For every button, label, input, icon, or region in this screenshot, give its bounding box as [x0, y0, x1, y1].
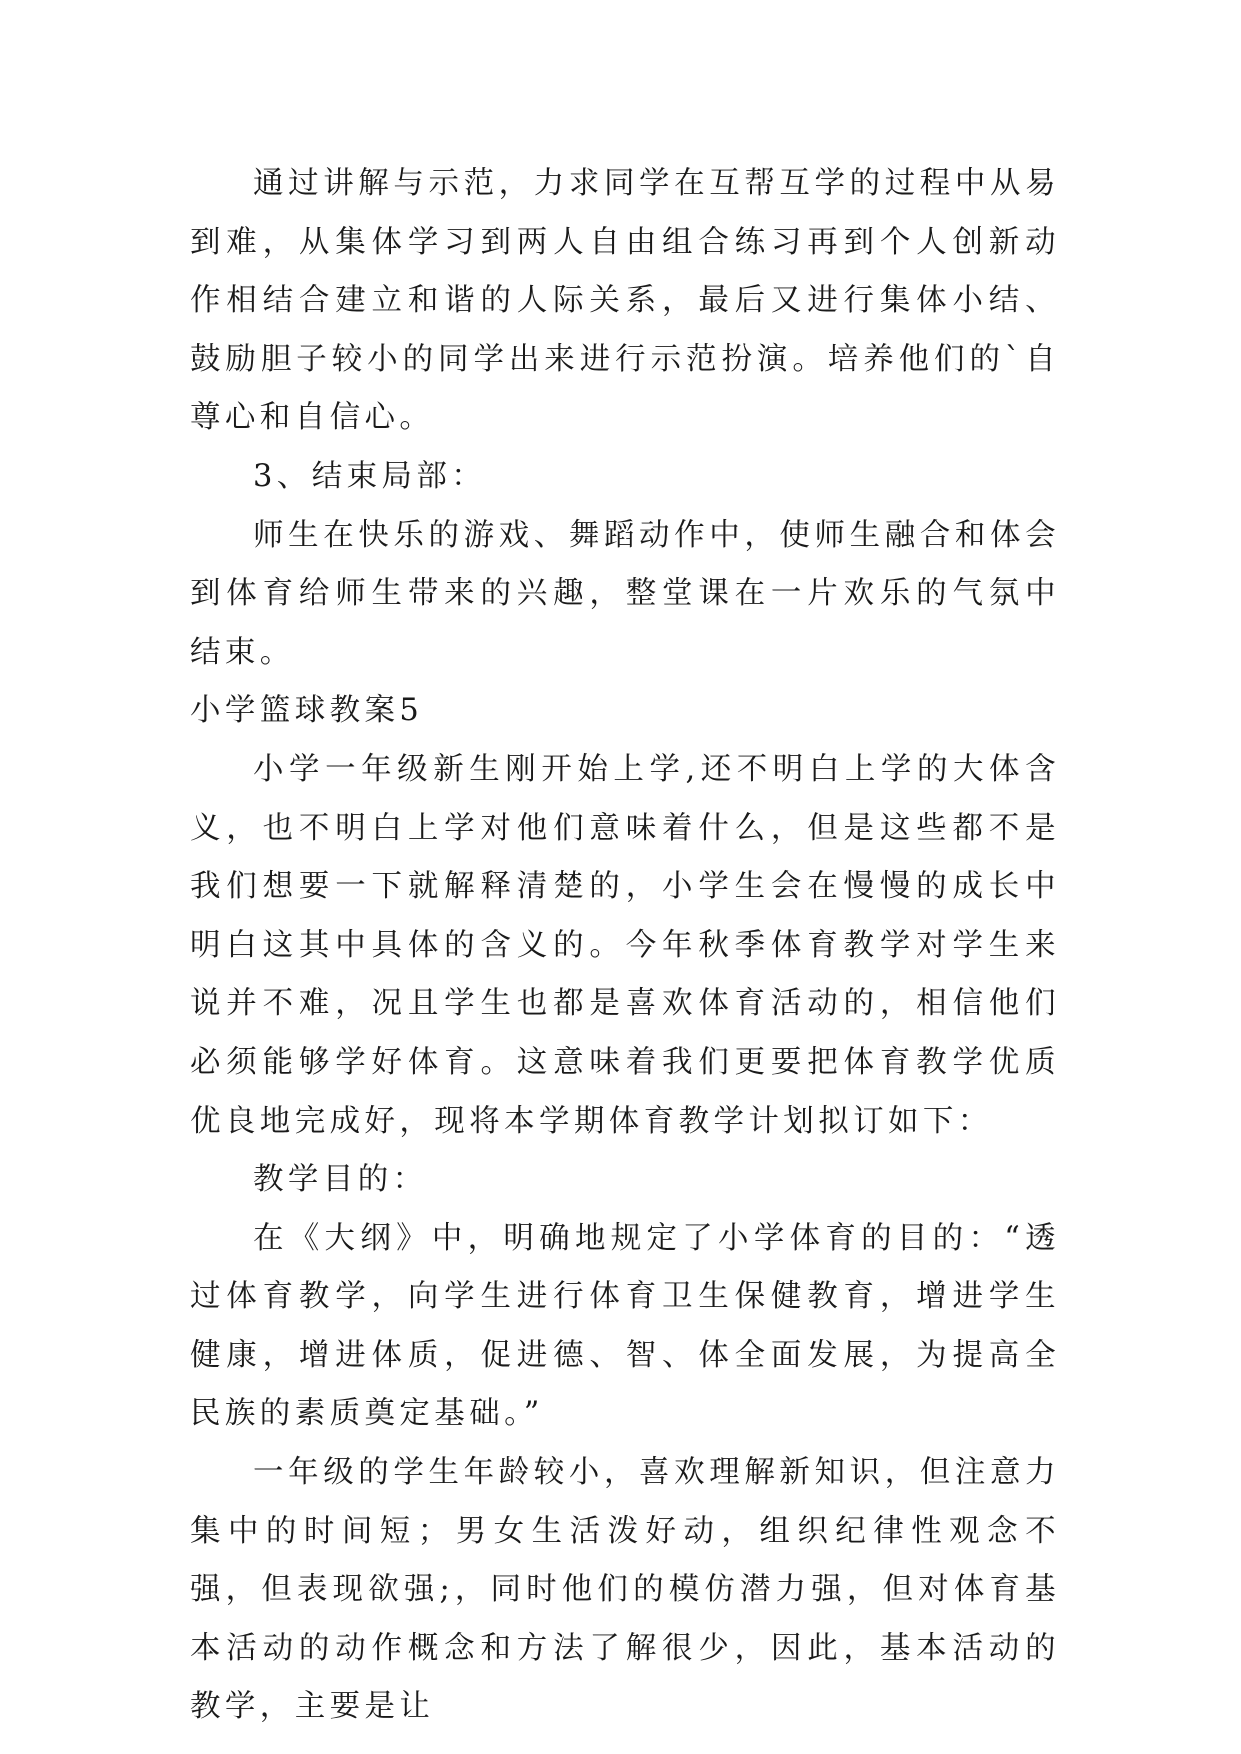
paragraph-student-analysis: 一年级的学生年龄较小，喜欢理解新知识，但注意力集中的时间短；男女生活泼好动，组织纪律性观念不强，但表现欲强;，同时他们的模仿潜力强，但对体育基本活动的动作概念和方法了解很少，因此，基本活动的教学，主要是让 — [190, 1455, 1060, 1725]
lesson-plan-title: 小学篮球教案5 — [190, 693, 424, 729]
paragraph-overview: 小学一年级新生刚开始上学,还不明白上学的大体含义，也不明白上学对他们意味着什么，但是这些都不是我们想要一下就解释清楚的，小学生会在慢慢的成长中明白这其中具体的含义的。今年秋季体育教学对学生来说并不难，况且学生也都是喜欢体育活动的，相信他们必须能够学好体育。这意味着我们更要把体育教学优质优良地完成好，现将本学期体育教学计划拟订如下： — [190, 751, 1060, 1139]
teaching-goal-label: 教学目的： — [253, 1162, 428, 1198]
paragraph-ending: 师生在快乐的游戏、舞蹈动作中，使师生融合和体会到体育给师生带来的兴趣，整堂课在一片欢乐的气氛中结束。 — [190, 517, 1060, 670]
paragraph-syllabus: 在《大纲》中，明确地规定了小学体育的目的：“透过体育教学，向学生进行体育卫生保健教育，增进学生健康，增进体质，促进德、智、体全面发展，为提高全民族的素质奠定基础。” — [190, 1220, 1060, 1432]
paragraph-intro: 通过讲解与示范，力求同学在互帮互学的过程中从易到难，从集体学习到两人自由组合练习再到个人创新动作相结合建立和谐的人际关系，最后又进行集体小结、鼓励胆子较小的同学出来进行示范扮演。培养他们的`自尊心和自信心。 — [190, 166, 1060, 436]
section-ending-label: 3、结束局部： — [253, 458, 487, 494]
document-body — [190, 155, 1060, 1737]
